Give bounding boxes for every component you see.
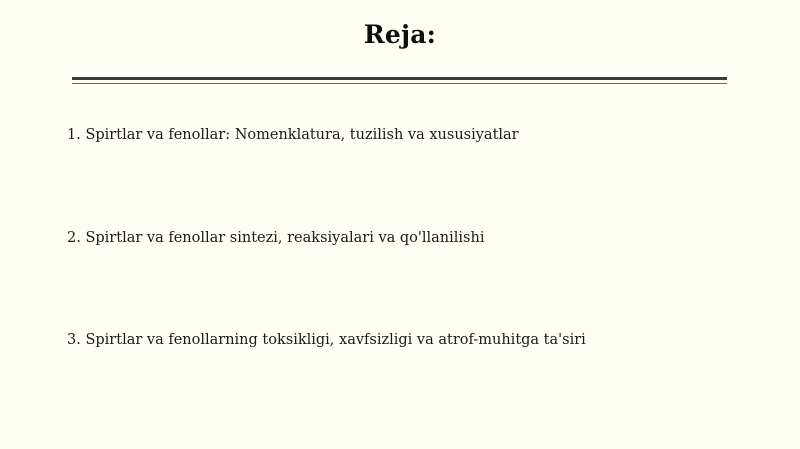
plan-item-number: 1. <box>67 127 81 143</box>
plan-item-2 <box>67 229 484 247</box>
plan-item-number: 2. <box>67 230 81 246</box>
plan-item-text: Spirtlar va fenollar sintezi, reaksiyalari va qo'llanilishi <box>85 230 485 246</box>
divider-thick-line <box>72 77 727 80</box>
slide-title: Reja: <box>363 20 437 49</box>
title-divider <box>72 77 727 86</box>
plan-item-1 <box>67 126 519 144</box>
divider-thin-line <box>72 83 727 84</box>
plan-item-text: Spirtlar va fenollar: Nomenklatura, tuzilish va xususiyatlar <box>85 127 519 143</box>
plan-item-text: Spirtlar va fenollarning toksikligi, xavfsizligi va atrof-muhitga ta'siri <box>85 332 586 348</box>
plan-item-3 <box>67 331 586 349</box>
plan-item-number: 3. <box>67 332 81 348</box>
